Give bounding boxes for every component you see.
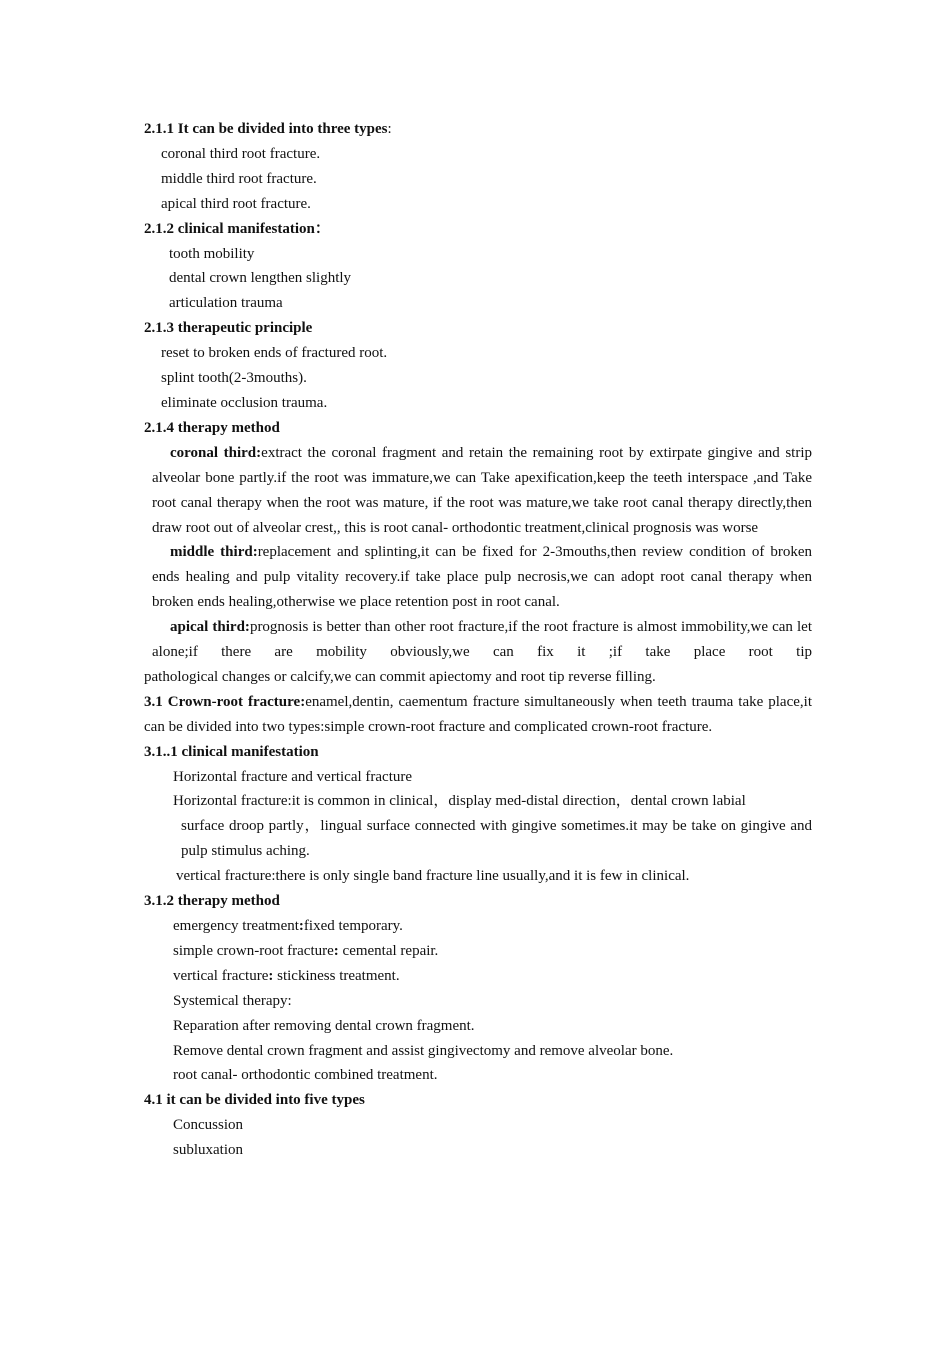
list-item: emergency treatment:fixed temporary. (173, 918, 403, 934)
list-item: eliminate occlusion trauma. (161, 394, 328, 411)
section-heading-2-1-3: 2.1.3 therapeutic principle (144, 320, 313, 337)
list-item: root canal- orthodontic combined treatment. (173, 1067, 438, 1084)
section-heading-3-1-2: 3.1.2 therapy method (144, 893, 280, 910)
paragraph-middle-third: middle third:replacement and splinting,it can be fixed for 2-3mouths,then review condition of broken ends healing and pulp vitality recovery.if take place pulp necrosis,we can adopt root canal therapy when broken ends healing,otherwise we place retention post in root canal. (152, 544, 812, 611)
paragraph-crown-root-fracture: 3.1 Crown-root fracture:enamel,dentin, caementum fracture simultaneously when teeth trauma take place,it can be divided into two types:simple crown-root fracture and complicated crown-root fracture. (144, 693, 812, 735)
list-item: Remove dental crown fragment and assist gingivectomy and remove alveolar bone. (173, 1042, 674, 1059)
section-heading-2-1-4: 2.1.4 therapy method (144, 419, 280, 436)
paragraph-apical-third: apical third:prognosis is better than other root fracture,if the root fracture is almost immobility,we can let alone;if there are mobility obviously,we can fix it ;if take place root tip (152, 619, 812, 661)
list-item-horizontal-fracture: Horizontal fracture:it is common in clinical，display med-distal direction，dental crown labial (173, 793, 746, 810)
list-item: splint tooth(2-3mouths). (161, 370, 307, 387)
list-item: Systemical therapy: (173, 992, 292, 1009)
list-item: Horizontal fracture and vertical fracture (173, 768, 413, 785)
list-item: vertical fracture: stickiness treatment. (173, 967, 400, 984)
list-item: apical third root fracture. (161, 195, 311, 212)
section-heading-2-1-2: 2.1.2 clinical manifestation： (144, 220, 330, 237)
list-item: tooth mobility (169, 245, 255, 262)
list-item: Reparation after removing dental crown fragment. (173, 1017, 475, 1034)
paragraph-apical-third-continued: pathological changes or calcify,we can commit apiectomy and root tip reverse filling. (144, 668, 656, 685)
list-item: Concussion (173, 1117, 244, 1134)
document-page (144, 117, 812, 1163)
list-item-horizontal-fracture-continued: surface droop partly，lingual surface connected with gingive sometimes.it may be take on gingive and pulp stimulus aching. (181, 818, 812, 860)
list-item: middle third root fracture. (161, 170, 317, 187)
paragraph-coronal-third: coronal third:extract the coronal fragment and retain the remaining root by extirpate gingive and strip alveolar bone partly.if the root was immature,we can Take apexification,keep the teeth interspace ,and Take root canal therapy when the root was mature, if the root was mature,we take root canal therapy directly,then draw root out of alveolar crest,, this is root canal- orthodontic treatment,clinical prognosis was worse (152, 444, 813, 536)
list-item: articulation trauma (169, 295, 283, 312)
list-item-vertical-fracture: vertical fracture:there is only single band fracture line usually,and it is few in clinical. (176, 868, 690, 885)
section-heading-2-1-1: 2.1.1 It can be divided into three types: (144, 121, 392, 137)
list-item: subluxation (173, 1142, 243, 1159)
section-heading-3-1-1: 3.1..1 clinical manifestation (144, 743, 319, 760)
list-item: reset to broken ends of fractured root. (161, 345, 388, 362)
list-item: coronal third root fracture. (161, 145, 321, 162)
section-heading-4-1: 4.1 it can be divided into five types (144, 1092, 365, 1109)
list-item: dental crown lengthen slightly (169, 270, 352, 287)
list-item: simple crown-root fracture: cemental repair. (173, 942, 439, 959)
